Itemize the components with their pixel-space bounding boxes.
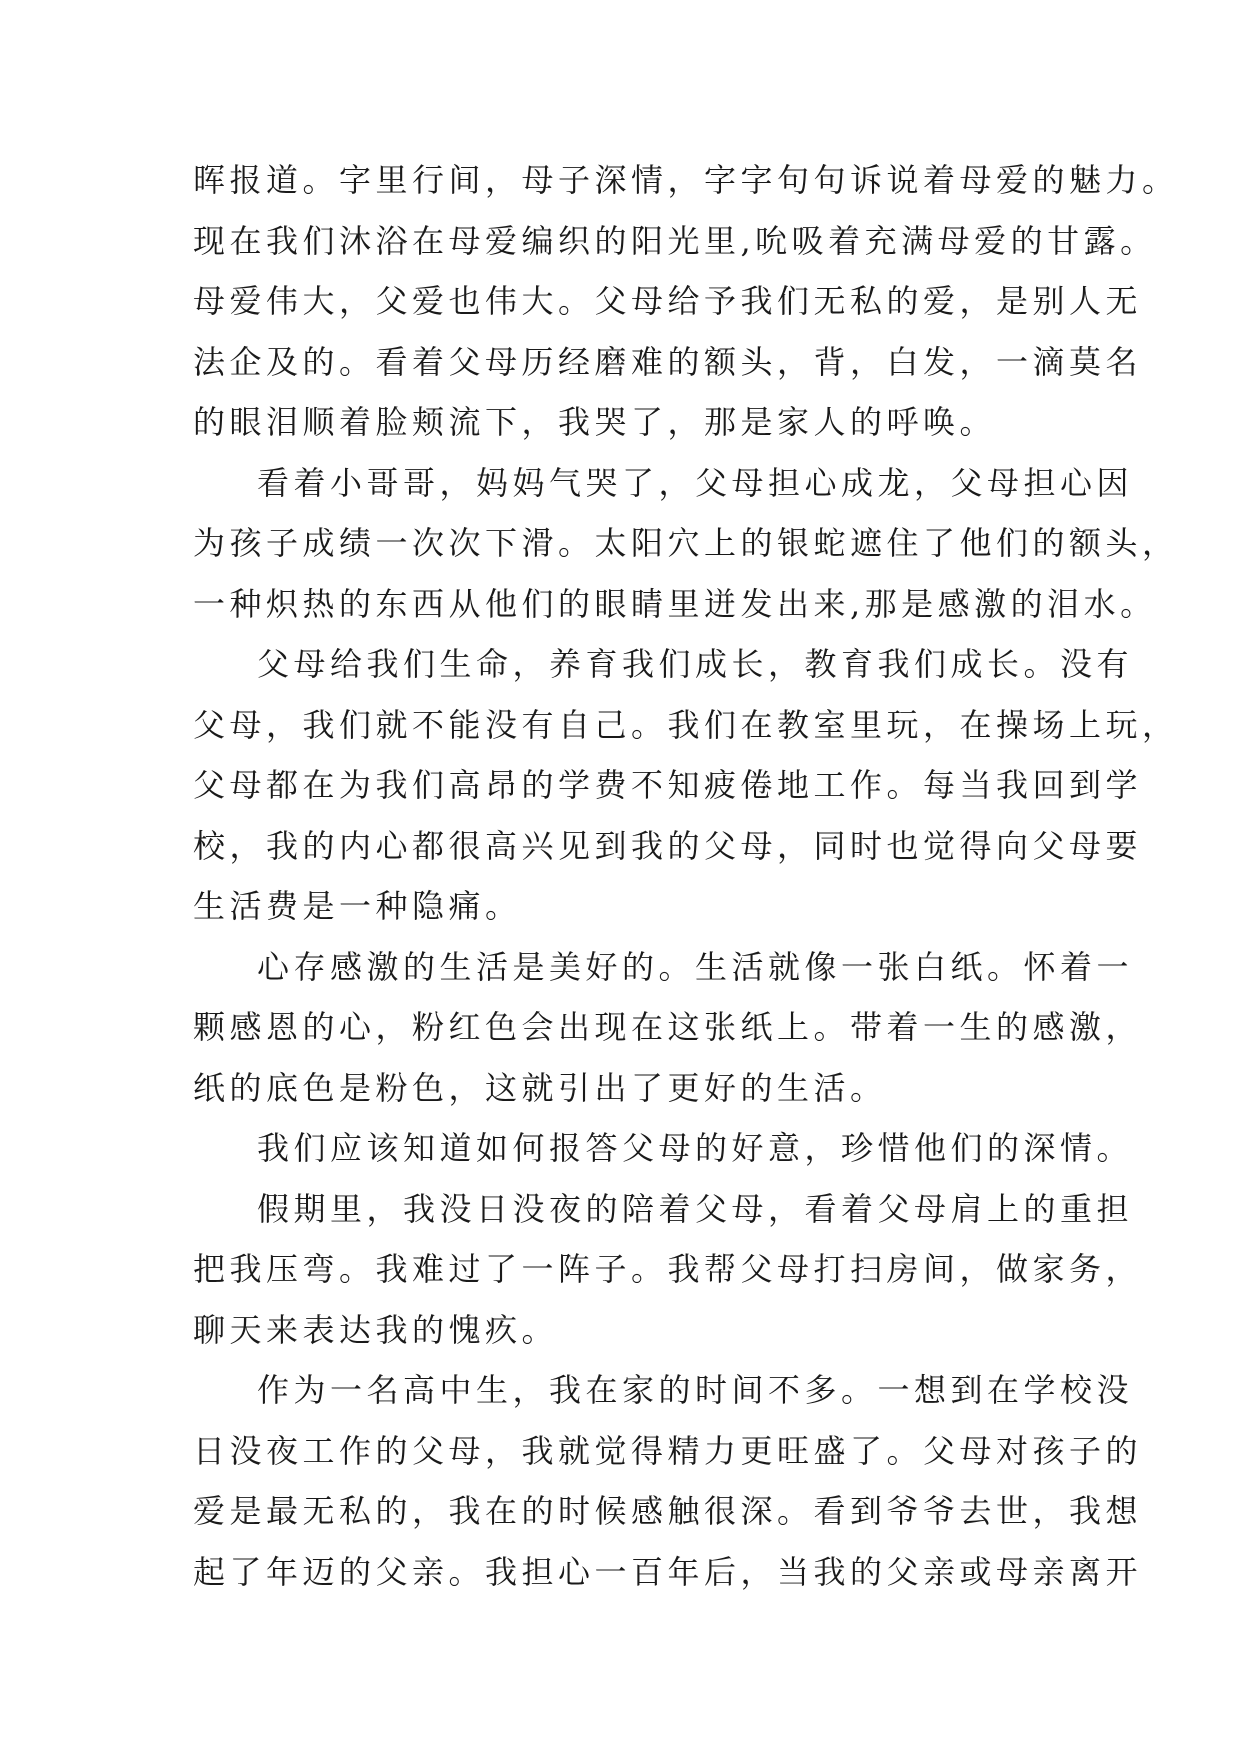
- text-line: 现在我们沐浴在母爱编织的阳光里,吮吸着充满母爱的甘露。: [193, 221, 1157, 260]
- text-line: 一种炽热的东西从他们的眼睛里迸发出来,那是感激的泪水。: [193, 584, 1157, 623]
- text-line: 生活费是一种隐痛。: [193, 887, 522, 925]
- paragraph-first-line: 心存感激的生活是美好的。生活就像一张白纸。怀着一: [257, 947, 1134, 986]
- text-line: 日没夜工作的父母，我就觉得精力更旺盛了。父母对孩子的: [193, 1431, 1143, 1470]
- paragraph-first-line: 作为一名高中生，我在家的时间不多。一想到在学校没: [257, 1371, 1134, 1409]
- text-line: 爱是最无私的，我在的时候感触很深。看到爷爷去世，我想: [193, 1492, 1143, 1530]
- text-line: 的眼泪顺着脸颊流下，我哭了，那是家人的呼唤。: [193, 403, 997, 441]
- text-line: 法企及的。看着父母历经磨难的额头，背，白发，一滴莫名: [193, 342, 1143, 381]
- text-line: 起了年迈的父亲。我担心一百年后，当我的父亲或母亲离开: [193, 1552, 1143, 1591]
- paragraph-first-line: 父母给我们生命，养育我们成长，教育我们成长。没有: [257, 645, 1134, 683]
- text-line: 聊天来表达我的愧疚。: [193, 1310, 559, 1349]
- text-line: 父母，我们就不能没有自己。我们在教室里玩，在操场上玩，: [193, 705, 1179, 744]
- text-line: 晖报道。字里行间，母子深情，字字句句诉说着母爱的魅力。: [193, 161, 1179, 199]
- text-line: 父母都在为我们高昂的学费不知疲倦地工作。每当我回到学: [193, 766, 1143, 804]
- text-line: 为孩子成绩一次次下滑。太阳穴上的银蛇遮住了他们的额头，: [193, 524, 1179, 562]
- text-line: 校，我的内心都很高兴见到我的父母，同时也觉得向父母要: [193, 826, 1143, 865]
- text-line: 纸的底色是粉色，这就引出了更好的生活。: [193, 1068, 887, 1107]
- text-line: 把我压弯。我难过了一阵子。我帮父母打扫房间，做家务，: [193, 1250, 1143, 1288]
- text-line: 母爱伟大，父爱也伟大。父母给予我们无私的爱，是别人无: [193, 282, 1143, 320]
- text-line: 颗感恩的心，粉红色会出现在这张纸上。带着一生的感激，: [193, 1008, 1143, 1046]
- paragraph-first-line: 假期里，我没日没夜的陪着父母，看着父母肩上的重担: [257, 1189, 1134, 1228]
- paragraph-first-line: 我们应该知道如何报答父母的好意，珍惜他们的深情。: [257, 1129, 1134, 1167]
- document-body: [193, 150, 1233, 1602]
- paragraph-first-line: 看着小哥哥，妈妈气哭了，父母担心成龙，父母担心因: [257, 463, 1134, 502]
